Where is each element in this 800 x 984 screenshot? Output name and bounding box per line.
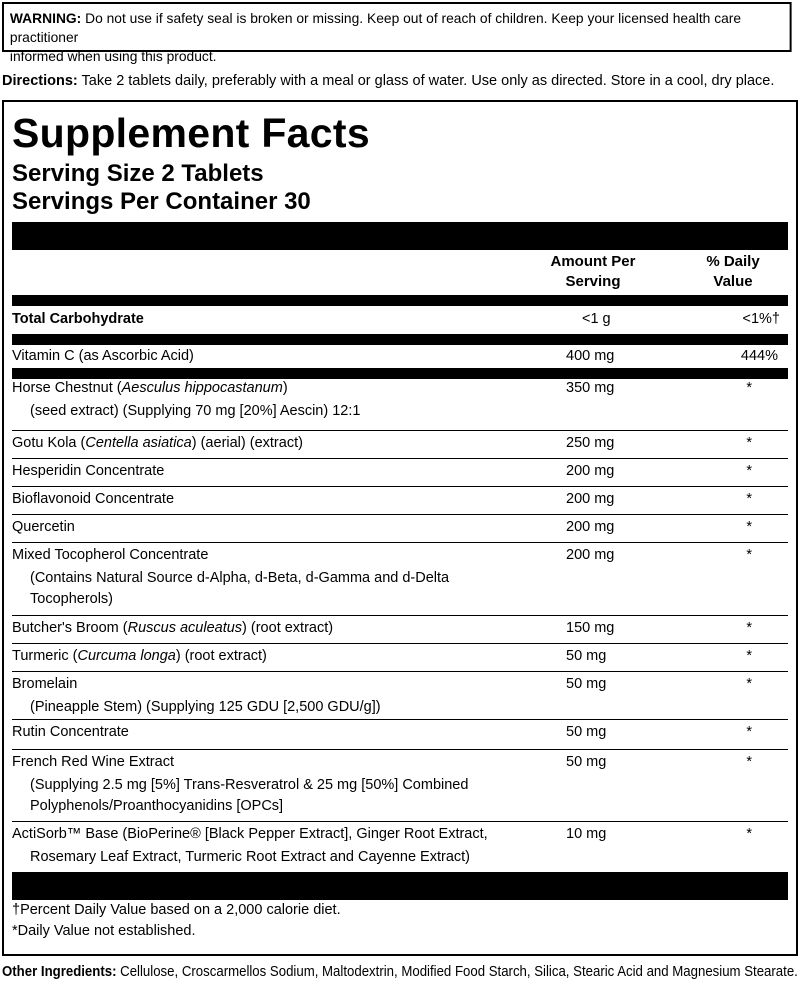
nutrient-amount: <1 g xyxy=(582,311,611,327)
ingredient-dv: * xyxy=(746,547,752,563)
ingredient-name-text: Horse Chestnut ( xyxy=(12,380,122,396)
ingredient-amount: 200 mg xyxy=(566,519,615,535)
warning-text-line2: informed when using this product. xyxy=(9,48,217,64)
servings-per-container: Servings Per Container 30 xyxy=(12,188,311,215)
directions xyxy=(2,71,798,91)
header-bar xyxy=(12,222,788,250)
ingredient-dv: * xyxy=(746,463,752,479)
nutrient-dv: <1%† xyxy=(742,311,780,327)
row-separator xyxy=(12,643,788,644)
directions-text: Take 2 tablets daily, preferably with a meal or glass of water. Use only as directed. Store in a cool, dry place. xyxy=(81,73,775,89)
ingredient-name xyxy=(12,646,267,667)
ingredient-detail: (seed extract) (Supplying 70 mg [20%] Aescin) 12:1 xyxy=(30,403,361,419)
ingredient-latin-name: Centella asiatica xyxy=(85,435,192,451)
ingredient-name xyxy=(12,461,164,482)
ingredient-name xyxy=(12,824,488,845)
row-separator xyxy=(12,514,788,515)
ingredient-detail: (Pineapple Stem) (Supplying 125 GDU [2,500 GDU/g]) xyxy=(30,699,381,715)
ingredient-dv: * xyxy=(746,491,752,507)
divider-bar xyxy=(12,295,788,306)
row-separator xyxy=(12,719,788,720)
row-separator xyxy=(12,430,788,431)
serving-size: Serving Size 2 Tablets xyxy=(12,160,264,187)
ingredient-dv: * xyxy=(746,380,752,396)
divider-bar xyxy=(12,334,788,345)
directions-label: Directions: xyxy=(2,73,78,89)
ingredient-detail: (Contains Natural Source d-Alpha, d-Beta, d-Gamma and d-Delta xyxy=(30,570,450,586)
ingredient-amount: 200 mg xyxy=(566,491,615,507)
row-separator xyxy=(12,458,788,459)
ingredient-dv: * xyxy=(746,648,752,664)
ingredient-name-text: Bioflavonoid Concentrate xyxy=(12,491,175,507)
ingredient-name-text: Rutin Concentrate xyxy=(12,724,129,740)
ingredient-amount: 200 mg xyxy=(566,463,615,479)
other-ingredients xyxy=(2,962,798,982)
row-separator xyxy=(12,821,788,822)
ingredient-name xyxy=(12,378,288,399)
ingredient-name-text: Hesperidin Concentrate xyxy=(12,463,165,479)
ingredient-amount: 50 mg xyxy=(566,724,607,740)
ingredient-name-suffix: ) (aerial) (extract) xyxy=(191,435,303,451)
other-ingredients-label: Other Ingredients: xyxy=(2,964,117,980)
panel-title: Supplement Facts xyxy=(12,110,370,156)
column-header-amount-line1: Amount Per xyxy=(550,253,636,270)
ingredient-name-suffix: ) (root extract) xyxy=(242,620,334,636)
ingredient-name-suffix: ) (root extract) xyxy=(175,648,267,664)
column-header-dv-line2: Value xyxy=(713,273,753,290)
ingredient-amount: 50 mg xyxy=(566,648,607,664)
ingredient-name xyxy=(12,545,208,566)
column-header-daily-value xyxy=(678,252,788,292)
footnote-not-established: *Daily Value not established. xyxy=(12,923,196,939)
ingredient-amount: 350 mg xyxy=(566,380,615,396)
ingredient-name xyxy=(12,433,303,454)
ingredient-dv: * xyxy=(746,724,752,740)
ingredient-amount: 250 mg xyxy=(566,435,615,451)
ingredient-name-text: French Red Wine Extract xyxy=(12,754,174,770)
ingredient-amount: 50 mg xyxy=(566,754,607,770)
warning-box xyxy=(2,2,792,64)
footnote-dv: †Percent Daily Value based on a 2,000 calorie diet. xyxy=(12,902,341,918)
ingredient-name-text: Quercetin xyxy=(12,519,75,535)
ingredient-name xyxy=(12,517,75,538)
ingredient-name-text: Mixed Tocopherol Concentrate xyxy=(12,547,209,563)
ingredient-detail: Rosemary Leaf Extract, Turmeric Root Extract and Cayenne Extract) xyxy=(30,849,470,865)
nutrient-dv: 444% xyxy=(740,348,778,364)
ingredient-name-text: Butcher's Broom ( xyxy=(12,620,128,636)
column-header-amount xyxy=(532,252,654,292)
ingredient-amount: 10 mg xyxy=(566,826,607,842)
nutrient-amount: 400 mg xyxy=(566,348,615,364)
ingredient-dv: * xyxy=(746,754,752,770)
ingredient-name-text: ActiSorb™ Base (BioPerine® [Black Pepper Extract], Ginger Root Extract, xyxy=(12,826,488,842)
supplement-facts-panel xyxy=(2,100,798,956)
ingredient-amount: 50 mg xyxy=(566,676,607,692)
other-ingredients-text: Cellulose, Croscarmellos Sodium, Maltodextrin, Modified Food Starch, Silica, Stearic Acid and Magnesium Stearate. xyxy=(120,964,798,980)
ingredient-name-text: Turmeric ( xyxy=(12,648,78,664)
footnotes xyxy=(12,900,341,942)
ingredient-detail: Tocopherols) xyxy=(30,591,114,607)
ingredient-amount: 150 mg xyxy=(566,620,615,636)
footer-bar xyxy=(12,872,788,900)
ingredient-dv: * xyxy=(746,826,752,842)
ingredient-dv: * xyxy=(746,676,752,692)
row-separator xyxy=(12,671,788,672)
ingredient-name xyxy=(12,674,77,695)
ingredient-detail: Polyphenols/Proanthocyanidins [OPCs] xyxy=(30,798,284,814)
column-header-amount-line2: Serving xyxy=(565,273,621,290)
ingredient-name-suffix: ) xyxy=(282,380,288,396)
ingredient-name xyxy=(12,722,129,743)
row-separator xyxy=(12,542,788,543)
ingredient-detail: (Supplying 2.5 mg [5%] Trans-Resveratrol & 25 mg [50%] Combined xyxy=(30,777,469,793)
ingredient-dv: * xyxy=(746,620,752,636)
row-separator xyxy=(12,749,788,750)
warning-text-line1: Do not use if safety seal is broken or missing. Keep out of reach of children. Keep your licensed health care practitioner xyxy=(9,10,742,45)
ingredient-name-text: Bromelain xyxy=(12,676,78,692)
ingredient-dv: * xyxy=(746,519,752,535)
ingredient-latin-name: Curcuma longa xyxy=(77,648,176,664)
ingredient-name xyxy=(12,618,333,639)
ingredient-latin-name: Aesculus hippocastanum xyxy=(121,380,283,396)
ingredient-dv: * xyxy=(746,435,752,451)
ingredient-name xyxy=(12,489,174,510)
nutrient-name: Vitamin C (as Ascorbic Acid) xyxy=(12,348,194,364)
ingredient-latin-name: Ruscus aculeatus xyxy=(127,620,243,636)
warning-label: WARNING: xyxy=(9,10,82,26)
column-header-dv-line1: % Daily xyxy=(706,253,760,270)
ingredient-name-text: Gotu Kola ( xyxy=(12,435,86,451)
ingredient-amount: 200 mg xyxy=(566,547,615,563)
nutrient-name: Total Carbohydrate xyxy=(12,311,144,327)
row-separator xyxy=(12,486,788,487)
ingredient-name xyxy=(12,752,174,773)
row-separator xyxy=(12,615,788,616)
